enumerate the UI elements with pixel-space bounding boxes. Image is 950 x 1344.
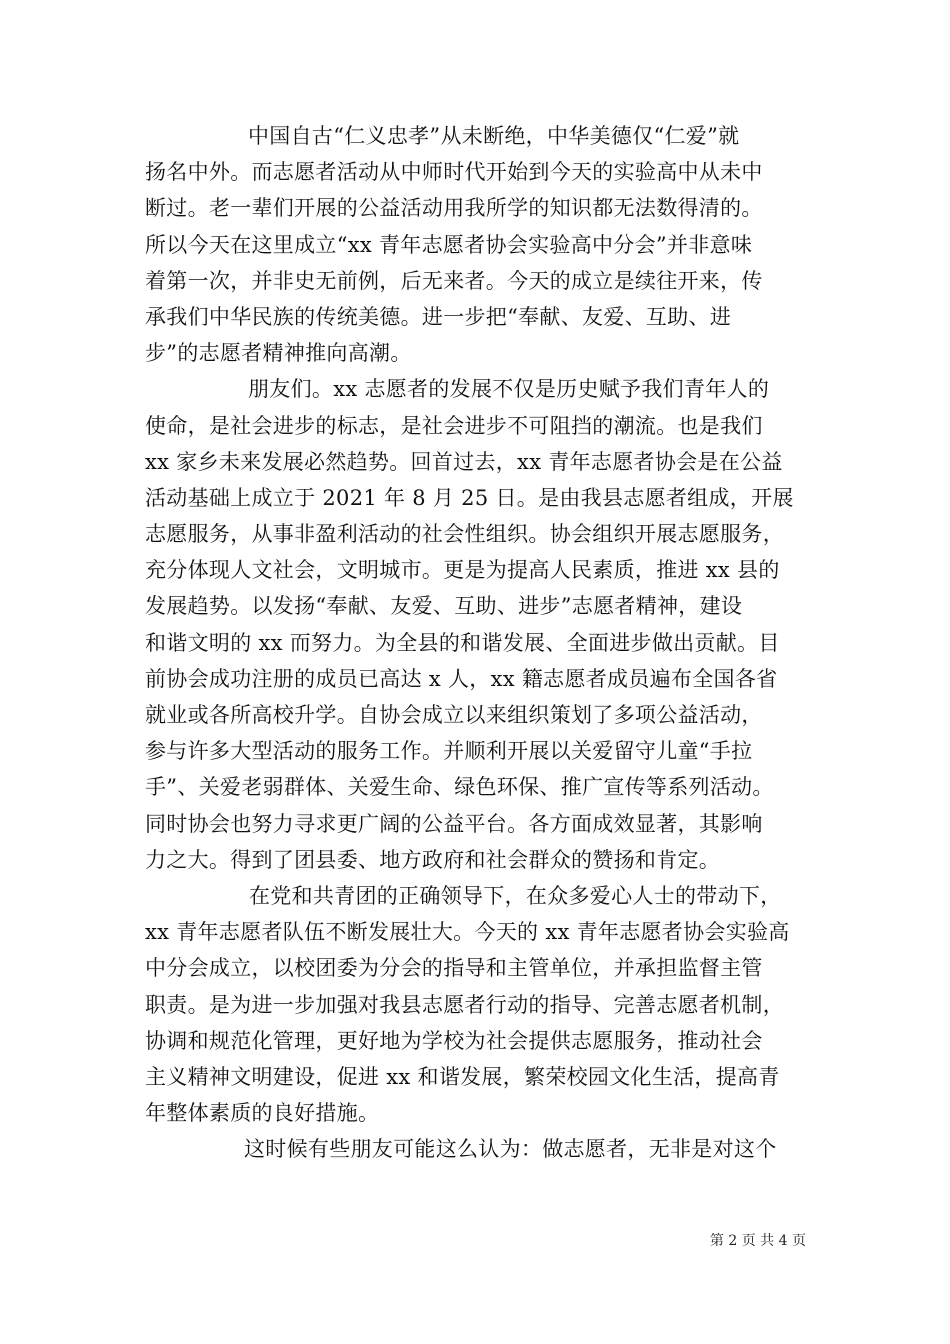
text-line: 职责。是为进一步加强对我县志愿者行动的指导、完善志愿者机制， xyxy=(145,992,784,1017)
text-line: 扬名中外。而志愿者活动从中师时代开始到今天的实验高中从未中 xyxy=(145,160,763,185)
text-line: 断过。老一辈们开展的公益活动用我所学的知识都无法数得清的。 xyxy=(145,196,763,221)
text-line: 这时候有些朋友可能这么认为：做志愿者，无非是对这个 xyxy=(244,1137,777,1162)
paragraph-4 xyxy=(145,1131,845,1167)
text-line: 步”的志愿者精神推向高潮。 xyxy=(145,341,412,366)
text-line: 协调和规范化管理，更好地为学校为社会提供志愿服务，推动社会 xyxy=(145,1028,763,1053)
text-line: 发展趋势。以发扬“奉献、友爱、互助、进步”志愿者精神，建设 xyxy=(145,594,743,619)
text-line: 充分体现人文社会，文明城市。更是为提高人民素质，推进 xx 县的 xyxy=(145,558,780,583)
text-line: 同时协会也努力寻求更广阔的公益平台。各方面成效显著，其影响 xyxy=(145,811,763,836)
text-line: 和谐文明的 xx 而努力。为全县的和谐发展、全面进步做出贡献。目 xyxy=(145,630,780,655)
text-line: 中国自古“仁义忠孝”从未断绝，中华美德仅“仁爱”就 xyxy=(248,124,740,148)
paragraph-1 xyxy=(145,118,845,371)
text-line: 年整体素质的良好措施。 xyxy=(145,1101,380,1126)
text-line: xx 青年志愿者队伍不断发展壮大。今天的 xx 青年志愿者协会实验高 xyxy=(145,920,790,945)
paragraph-2 xyxy=(145,371,845,878)
text-line: 活动基础上成立于 2021 年 8 月 25 日。是由我县志愿者组成，开展 xyxy=(145,485,794,510)
text-line: 力之大。得到了团县委、地方政府和社会群众的赞扬和肯定。 xyxy=(145,847,721,872)
text-line: 承我们中华民族的传统美德。进一步把“奉献、友爱、互助、进 xyxy=(145,304,732,329)
page-number-footer: 第 2 页 共 4 页 xyxy=(709,1233,806,1249)
paragraph-3 xyxy=(145,878,845,1131)
document-body xyxy=(145,118,845,1167)
text-line: 使命，是社会进步的标志，是社会进步不可阻挡的潮流。也是我们 xyxy=(145,413,763,438)
text-line: 手”、关爱老弱群体、关爱生命、绿色环保、推广宣传等系列活动。 xyxy=(145,775,774,800)
text-line: 就业或各所高校升学。自协会成立以来组织策划了多项公益活动， xyxy=(145,703,763,727)
text-line: 所以今天在这里成立“xx 青年志愿者协会实验高中分会”并非意味 xyxy=(145,232,753,257)
text-line: 朋友们。xx 志愿者的发展不仅是历史赋予我们青年人的 xyxy=(248,377,770,402)
text-line: 主义精神文明建设，促进 xx 和谐发展，繁荣校园文化生活，提高青 xyxy=(145,1064,780,1089)
text-line: 前协会成功注册的成员已高达 x 人，xx 籍志愿者成员遍布全国各省 xyxy=(145,666,778,691)
text-line: 着第一次，并非史无前例，后无来者。今天的成立是续往开来，传 xyxy=(145,268,763,293)
text-line: 在党和共青团的正确领导下，在众多爱心人士的带动下， xyxy=(249,883,782,908)
text-line: 中分会成立，以校团委为分会的指导和主管单位，并承担监督主管 xyxy=(145,956,763,981)
text-line: 志愿服务，从事非盈利活动的社会性组织。协会组织开展志愿服务， xyxy=(145,522,784,547)
text-line: 参与许多大型活动的服务工作。并顺利开展以关爱留守儿童“手拉 xyxy=(145,739,753,764)
text-line: xx 家乡未来发展必然趋势。回首过去，xx 青年志愿者协会是在公益 xyxy=(145,449,783,474)
